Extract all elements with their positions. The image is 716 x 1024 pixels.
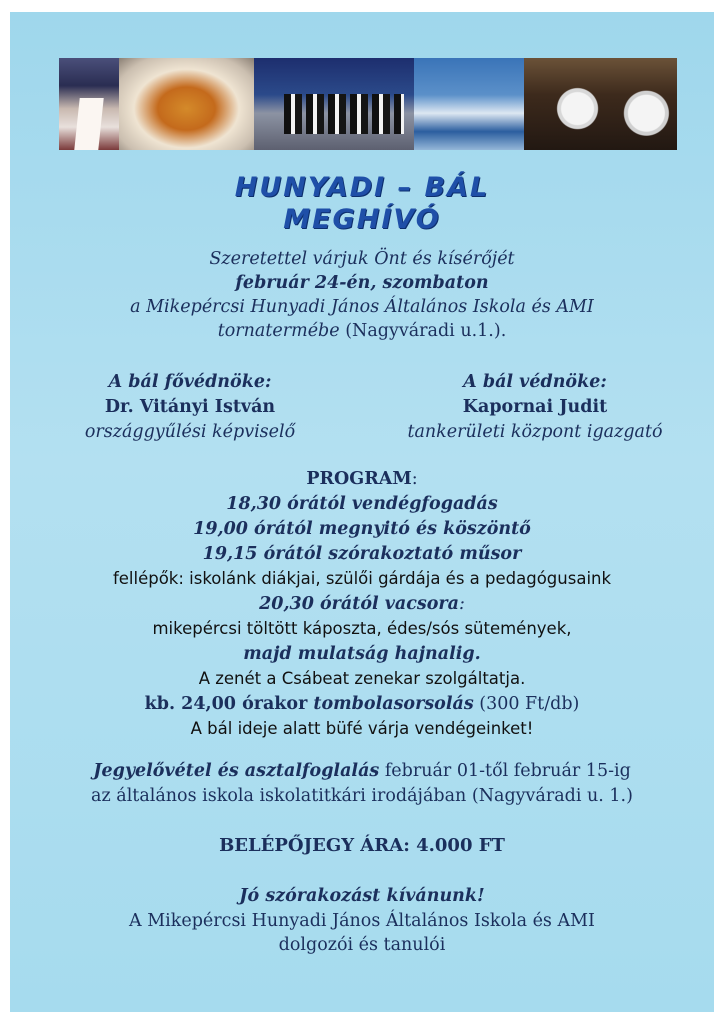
welcome-text: Szeretettel várjuk Önt és kísérőjét: [209, 249, 515, 269]
party-text: majd mulatság hajnalig.: [243, 644, 481, 664]
buffet-text: A bál ideje alatt büfé várja vendégeinket!: [190, 719, 534, 738]
signature-people: dolgozói és tanulói: [278, 935, 446, 955]
closing-wish: Jó szórakozást kívánunk!: [239, 886, 485, 906]
raffle-price: (300 Ft/db): [473, 694, 580, 714]
program-heading: PROGRAM:: [306, 469, 418, 489]
tickets-dates: február 01-től február 15-ig: [379, 761, 631, 781]
title-invitation: MEGHÍVÓ: [283, 204, 441, 235]
patron-heading: A bál védnöke:: [463, 372, 607, 392]
event-date: február 24-én, szombaton: [235, 273, 489, 293]
chief-patron-role: országgyűlési képviselő: [84, 422, 296, 442]
tickets-place: az általános iskola iskolatitkári irodájában (Nagyváradi u. 1.): [91, 786, 633, 806]
venue-line: [10, 320, 714, 342]
raffle-text: tombolasorsolás: [307, 694, 474, 714]
photo-banner: [59, 58, 677, 150]
raffle-prizes-photo: [414, 58, 524, 150]
program-item-3: 19,15 órától szórakoztató műsor: [202, 544, 522, 564]
chief-patron-block: [20, 370, 360, 445]
invitation-sheet: [10, 12, 714, 1012]
tickets-line: [10, 760, 714, 782]
venue-address: (Nagyváradi u.1.).: [339, 321, 507, 341]
program-item-2: 19,00 órától megnyitó és köszöntő: [193, 519, 531, 539]
signature-school: A Mikepércsi Hunyadi János Általános Iskola és AMI: [129, 911, 595, 931]
chief-patron-name: Dr. Vitányi István: [104, 397, 276, 417]
performers-photo: [254, 58, 414, 150]
music-text: A zenét a Csábeat zenekar szolgáltatja.: [198, 669, 526, 688]
stuffed-cabbage-photo: [119, 58, 254, 150]
program-item-4: 20,30 órától vacsora:: [259, 594, 465, 614]
school-name: a Mikepércsi Hunyadi János Általános Iskola és AMI: [130, 297, 594, 317]
performers-text: fellépők: iskolánk diákjai, szülői gárdája és a pedagógusaink: [112, 569, 612, 588]
venue-word: tornatermébe: [217, 321, 340, 341]
menu-text: mikepércsi töltött káposzta, édes/sós sütemények,: [152, 619, 572, 638]
tickets-highlight: Jegyelővétel és asztalfoglalás: [93, 761, 380, 781]
raffle-time: kb. 24,00 órakor: [144, 694, 308, 714]
patron-name: Kapornai Judit: [462, 397, 608, 417]
ballroom-photo: [59, 58, 119, 150]
program-item-1: 18,30 órától vendégfogadás: [226, 494, 498, 514]
table-setting-photo: [524, 58, 677, 150]
ticket-price: BELÉPŐJEGY ÁRA: 4.000 FT: [219, 835, 505, 856]
chief-patron-heading: A bál fővédnöke:: [108, 372, 272, 392]
raffle-line: [10, 693, 714, 715]
title-ball: HUNYADI – BÁL: [234, 172, 490, 203]
patron-block: [365, 370, 705, 445]
patron-role: tankerületi központ igazgató: [407, 422, 663, 442]
